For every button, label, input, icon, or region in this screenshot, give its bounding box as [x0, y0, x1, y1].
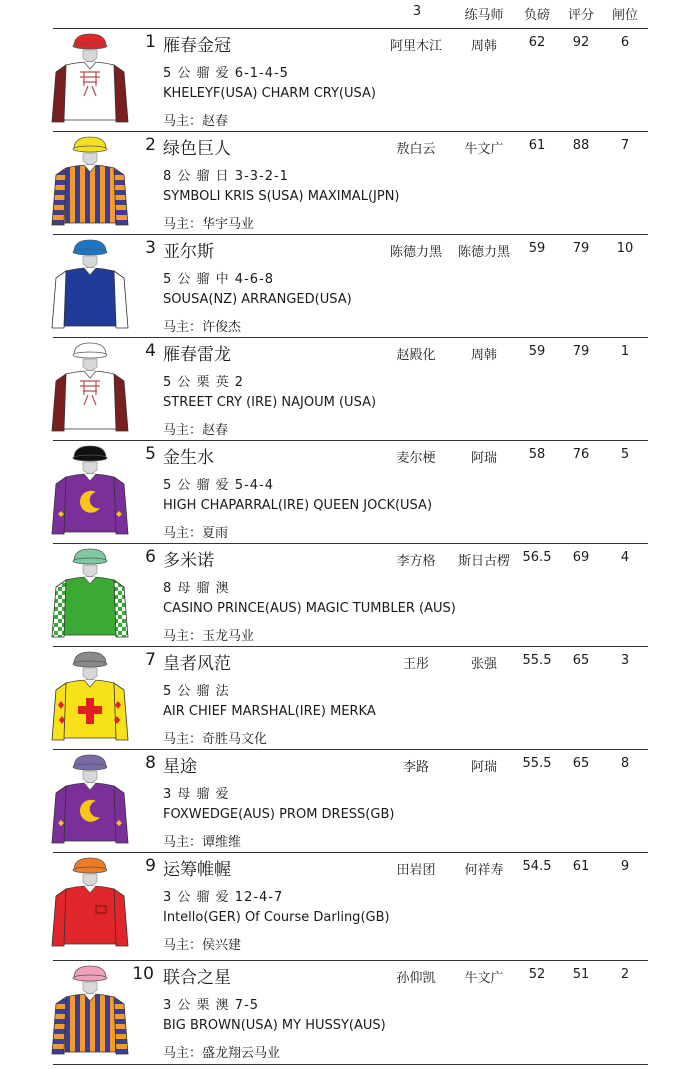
weight-value: 52: [528, 967, 546, 982]
horse-owner: 马主：谭维维: [163, 835, 242, 850]
col-trainer-header: 练马师: [464, 8, 504, 23]
jockey-silk-icon: [50, 341, 130, 437]
jockey-name: 王彤: [402, 657, 429, 672]
horse-info: 5 公 骝 爱 6-1-4-5: [163, 66, 289, 81]
jockey-name: 阿里木江: [389, 39, 442, 54]
horse-pedigree: FOXWEDGE(AUS) PROM DRESS(GB): [163, 807, 395, 822]
horse-row: [0, 441, 700, 544]
horse-info: 5 公 栗 英 2: [163, 375, 245, 390]
horse-owner: 马主：赵春: [163, 423, 229, 438]
jockey-silk-icon: [50, 32, 130, 128]
col-weight-header: 负磅: [523, 8, 550, 23]
weight-value: 59: [528, 344, 546, 359]
horse-owner: 马主：许俊杰: [163, 320, 242, 335]
horse-owner: 马主：夏雨: [163, 526, 229, 541]
horse-owner: 马主：侯兴建: [163, 938, 242, 953]
horse-number: 1: [145, 32, 156, 52]
horse-number: 8: [145, 753, 156, 773]
trainer-name: 何祥寿: [464, 863, 504, 878]
horse-info: 3 公 栗 澳 7-5: [163, 998, 260, 1013]
jockey-name: 麦尔梗: [396, 451, 436, 466]
horse-info: 5 公 骝 中 4-6-8: [163, 272, 274, 287]
horse-number: 10: [132, 964, 154, 984]
trainer-name: 周韩: [470, 39, 497, 54]
draw-value: 6: [620, 35, 630, 50]
horse-number: 9: [145, 856, 156, 876]
horse-info: 5 公 骝 爱 5-4-4: [163, 478, 274, 493]
horse-owner: 马主：玉龙马业: [163, 629, 255, 644]
horse-info: 8 母 骝 澳: [163, 581, 230, 596]
horse-row: [0, 235, 700, 338]
jockey-name: 李路: [402, 760, 429, 775]
jockey-silk-icon: [50, 964, 130, 1060]
jockey-silk-icon: [50, 650, 130, 746]
horse-name: 皇者风范: [163, 654, 231, 674]
horse-row: [0, 132, 700, 235]
horse-name: 金生水: [163, 448, 214, 468]
jockey-name: 陈德力黑: [389, 245, 442, 260]
jockey-name: 敖白云: [396, 142, 436, 157]
draw-value: 3: [620, 653, 630, 668]
rating-value: 76: [572, 447, 590, 462]
jockey-silk-icon: [50, 444, 130, 540]
jockey-silk-icon: [50, 856, 130, 952]
rating-value: 88: [572, 138, 590, 153]
horse-name: 雁春雷龙: [163, 345, 231, 365]
horse-row: [0, 338, 700, 441]
horse-owner: 马主：盛龙翔云马业: [163, 1046, 281, 1061]
horse-name: 雁春金冠: [163, 36, 231, 56]
horse-number: 7: [145, 650, 156, 670]
horse-pedigree: KHELEYF(USA) CHARM CRY(USA): [163, 86, 376, 101]
jockey-name: 田岩团: [396, 863, 436, 878]
draw-value: 9: [620, 859, 630, 874]
horse-info: 8 公 骝 日 3-3-2-1: [163, 169, 289, 184]
draw-value: 1: [620, 344, 630, 359]
horse-owner: 马主：奇胜马文化: [163, 732, 268, 747]
horse-pedigree: SYMBOLI KRIS S(USA) MAXIMAL(JPN): [163, 189, 400, 204]
jockey-silk-icon: [50, 135, 130, 231]
horse-row: [0, 29, 700, 132]
row-divider: [53, 1064, 648, 1065]
horse-pedigree: Intello(GER) Of Course Darling(GB): [163, 910, 390, 925]
horse-pedigree: AIR CHIEF MARSHAL(IRE) MERKA: [163, 704, 376, 719]
horse-row: [0, 647, 700, 750]
horse-number: 6: [145, 547, 156, 567]
trainer-name: 陈德力黑: [457, 245, 510, 260]
horse-info: 5 公 骝 法: [163, 684, 230, 699]
trainer-name: 斯日古楞: [457, 554, 510, 569]
jockey-silk-icon: [50, 238, 130, 334]
col-draw-header: 闸位: [611, 8, 638, 23]
rating-value: 61: [572, 859, 590, 874]
trainer-name: 阿瑞: [470, 760, 497, 775]
horse-name: 星途: [163, 757, 197, 777]
horse-name: 绿色巨人: [163, 139, 231, 159]
horse-row: [0, 544, 700, 647]
trainer-name: 阿瑞: [470, 451, 497, 466]
weight-value: 59: [528, 241, 546, 256]
horse-name: 运筹帷幄: [163, 860, 231, 880]
weight-value: 54.5: [522, 859, 552, 874]
horse-row: [0, 961, 700, 1064]
col-jockey-header: 3: [412, 4, 422, 19]
draw-value: 2: [620, 967, 630, 982]
draw-value: 5: [620, 447, 630, 462]
weight-value: 55.5: [522, 756, 552, 771]
rating-value: 79: [572, 344, 590, 359]
jockey-name: 孙仰凯: [396, 971, 436, 986]
jockey-silk-icon: [50, 753, 130, 849]
horse-info: 3 公 骝 爱 12-4-7: [163, 890, 284, 905]
weight-value: 56.5: [522, 550, 552, 565]
horse-row: [0, 750, 700, 853]
horse-info: 3 母 骝 爱: [163, 787, 230, 802]
draw-value: 8: [620, 756, 630, 771]
trainer-name: 周韩: [470, 348, 497, 363]
weight-value: 61: [528, 138, 546, 153]
horse-pedigree: BIG BROWN(USA) MY HUSSY(AUS): [163, 1018, 386, 1033]
horse-owner: 马主：华宇马业: [163, 217, 255, 232]
rating-value: 92: [572, 35, 590, 50]
horse-number: 5: [145, 444, 156, 464]
horse-name: 多米诺: [163, 551, 214, 571]
rating-value: 65: [572, 756, 590, 771]
jockey-silk-icon: [50, 547, 130, 643]
rating-value: 69: [572, 550, 590, 565]
draw-value: 7: [620, 138, 630, 153]
trainer-name: 牛文广: [464, 142, 504, 157]
trainer-name: 牛文广: [464, 971, 504, 986]
rating-value: 51: [572, 967, 590, 982]
jockey-name: 赵殿化: [396, 348, 436, 363]
horse-number: 4: [145, 341, 156, 361]
horse-name: 联合之星: [163, 968, 231, 988]
draw-value: 4: [620, 550, 630, 565]
weight-value: 58: [528, 447, 546, 462]
draw-value: 10: [616, 241, 634, 256]
jockey-name: 李方格: [396, 554, 436, 569]
horse-owner: 马主：赵春: [163, 114, 229, 129]
horse-pedigree: HIGH CHAPARRAL(IRE) QUEEN JOCK(USA): [163, 498, 433, 513]
horse-number: 2: [145, 135, 156, 155]
col-rating-header: 评分: [567, 8, 594, 23]
horse-pedigree: SOUSA(NZ) ARRANGED(USA): [163, 292, 352, 307]
horse-pedigree: STREET CRY (IRE) NAJOUM (USA): [163, 395, 377, 410]
horse-pedigree: CASINO PRINCE(AUS) MAGIC TUMBLER (AUS): [163, 601, 456, 616]
horse-number: 3: [145, 238, 156, 258]
rating-value: 65: [572, 653, 590, 668]
horse-row: [0, 853, 700, 956]
rating-value: 79: [572, 241, 590, 256]
trainer-name: 张强: [470, 657, 497, 672]
weight-value: 55.5: [522, 653, 552, 668]
horse-name: 亚尔斯: [163, 242, 214, 262]
weight-value: 62: [528, 35, 546, 50]
